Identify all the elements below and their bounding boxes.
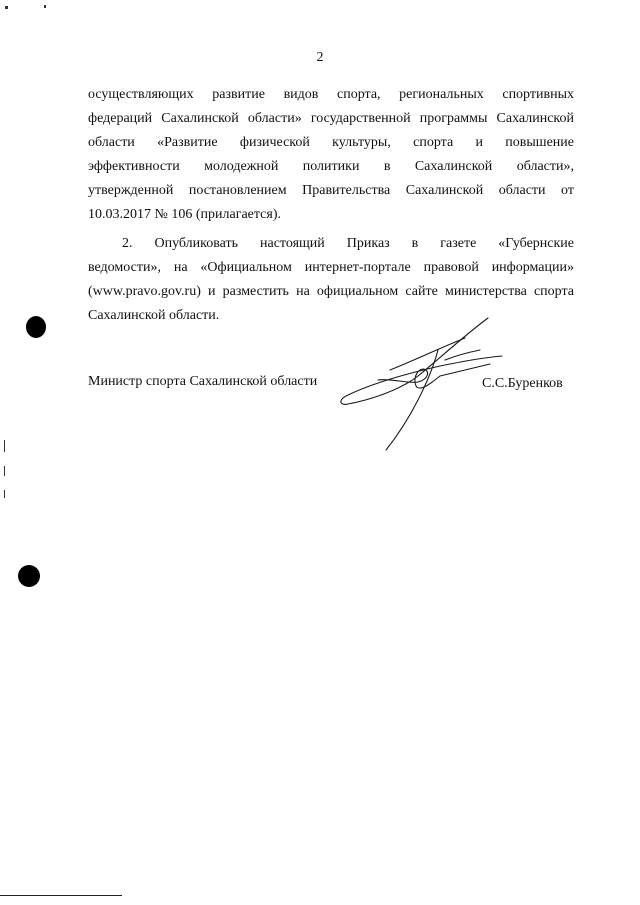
scan-speck — [4, 440, 5, 452]
body-line: осуществляющих развитие видов спорта, региональных спортивных — [88, 87, 574, 102]
body-line: 10.03.2017 № 106 (прилагается). — [88, 207, 281, 222]
body-line: Сахалинской области. — [88, 308, 220, 323]
punch-hole — [18, 565, 40, 587]
scan-speck — [4, 466, 5, 476]
page-number: 2 — [316, 50, 324, 65]
signer-title: Министр спорта Сахалинской области — [88, 374, 318, 389]
body-line: утвержденной постановлением Правительства Сахалинской области от — [88, 183, 574, 198]
scan-speck — [5, 6, 8, 9]
scan-speck — [4, 490, 5, 498]
body-line: эффективности молодежной политики в Сахалинской области», — [88, 159, 574, 174]
signer-name: С.С.Буренков — [482, 376, 563, 391]
bottom-rule — [0, 895, 122, 896]
body-line: области «Развитие физической культуры, спорта и повышение — [88, 135, 574, 150]
body-line: ведомости», на «Официальном интернет-портале правовой информации» — [88, 260, 574, 275]
punch-hole — [26, 316, 46, 338]
body-line: федераций Сахалинской области» государственной программы Сахалинской — [88, 111, 574, 126]
paragraph-2-first-line: 2. Опубликовать настоящий Приказ в газете «Губернские — [122, 236, 574, 251]
body-line: (www.pravo.gov.ru) и разместить на официальном сайте министерства спорта — [88, 284, 574, 299]
scan-speck — [44, 5, 46, 8]
